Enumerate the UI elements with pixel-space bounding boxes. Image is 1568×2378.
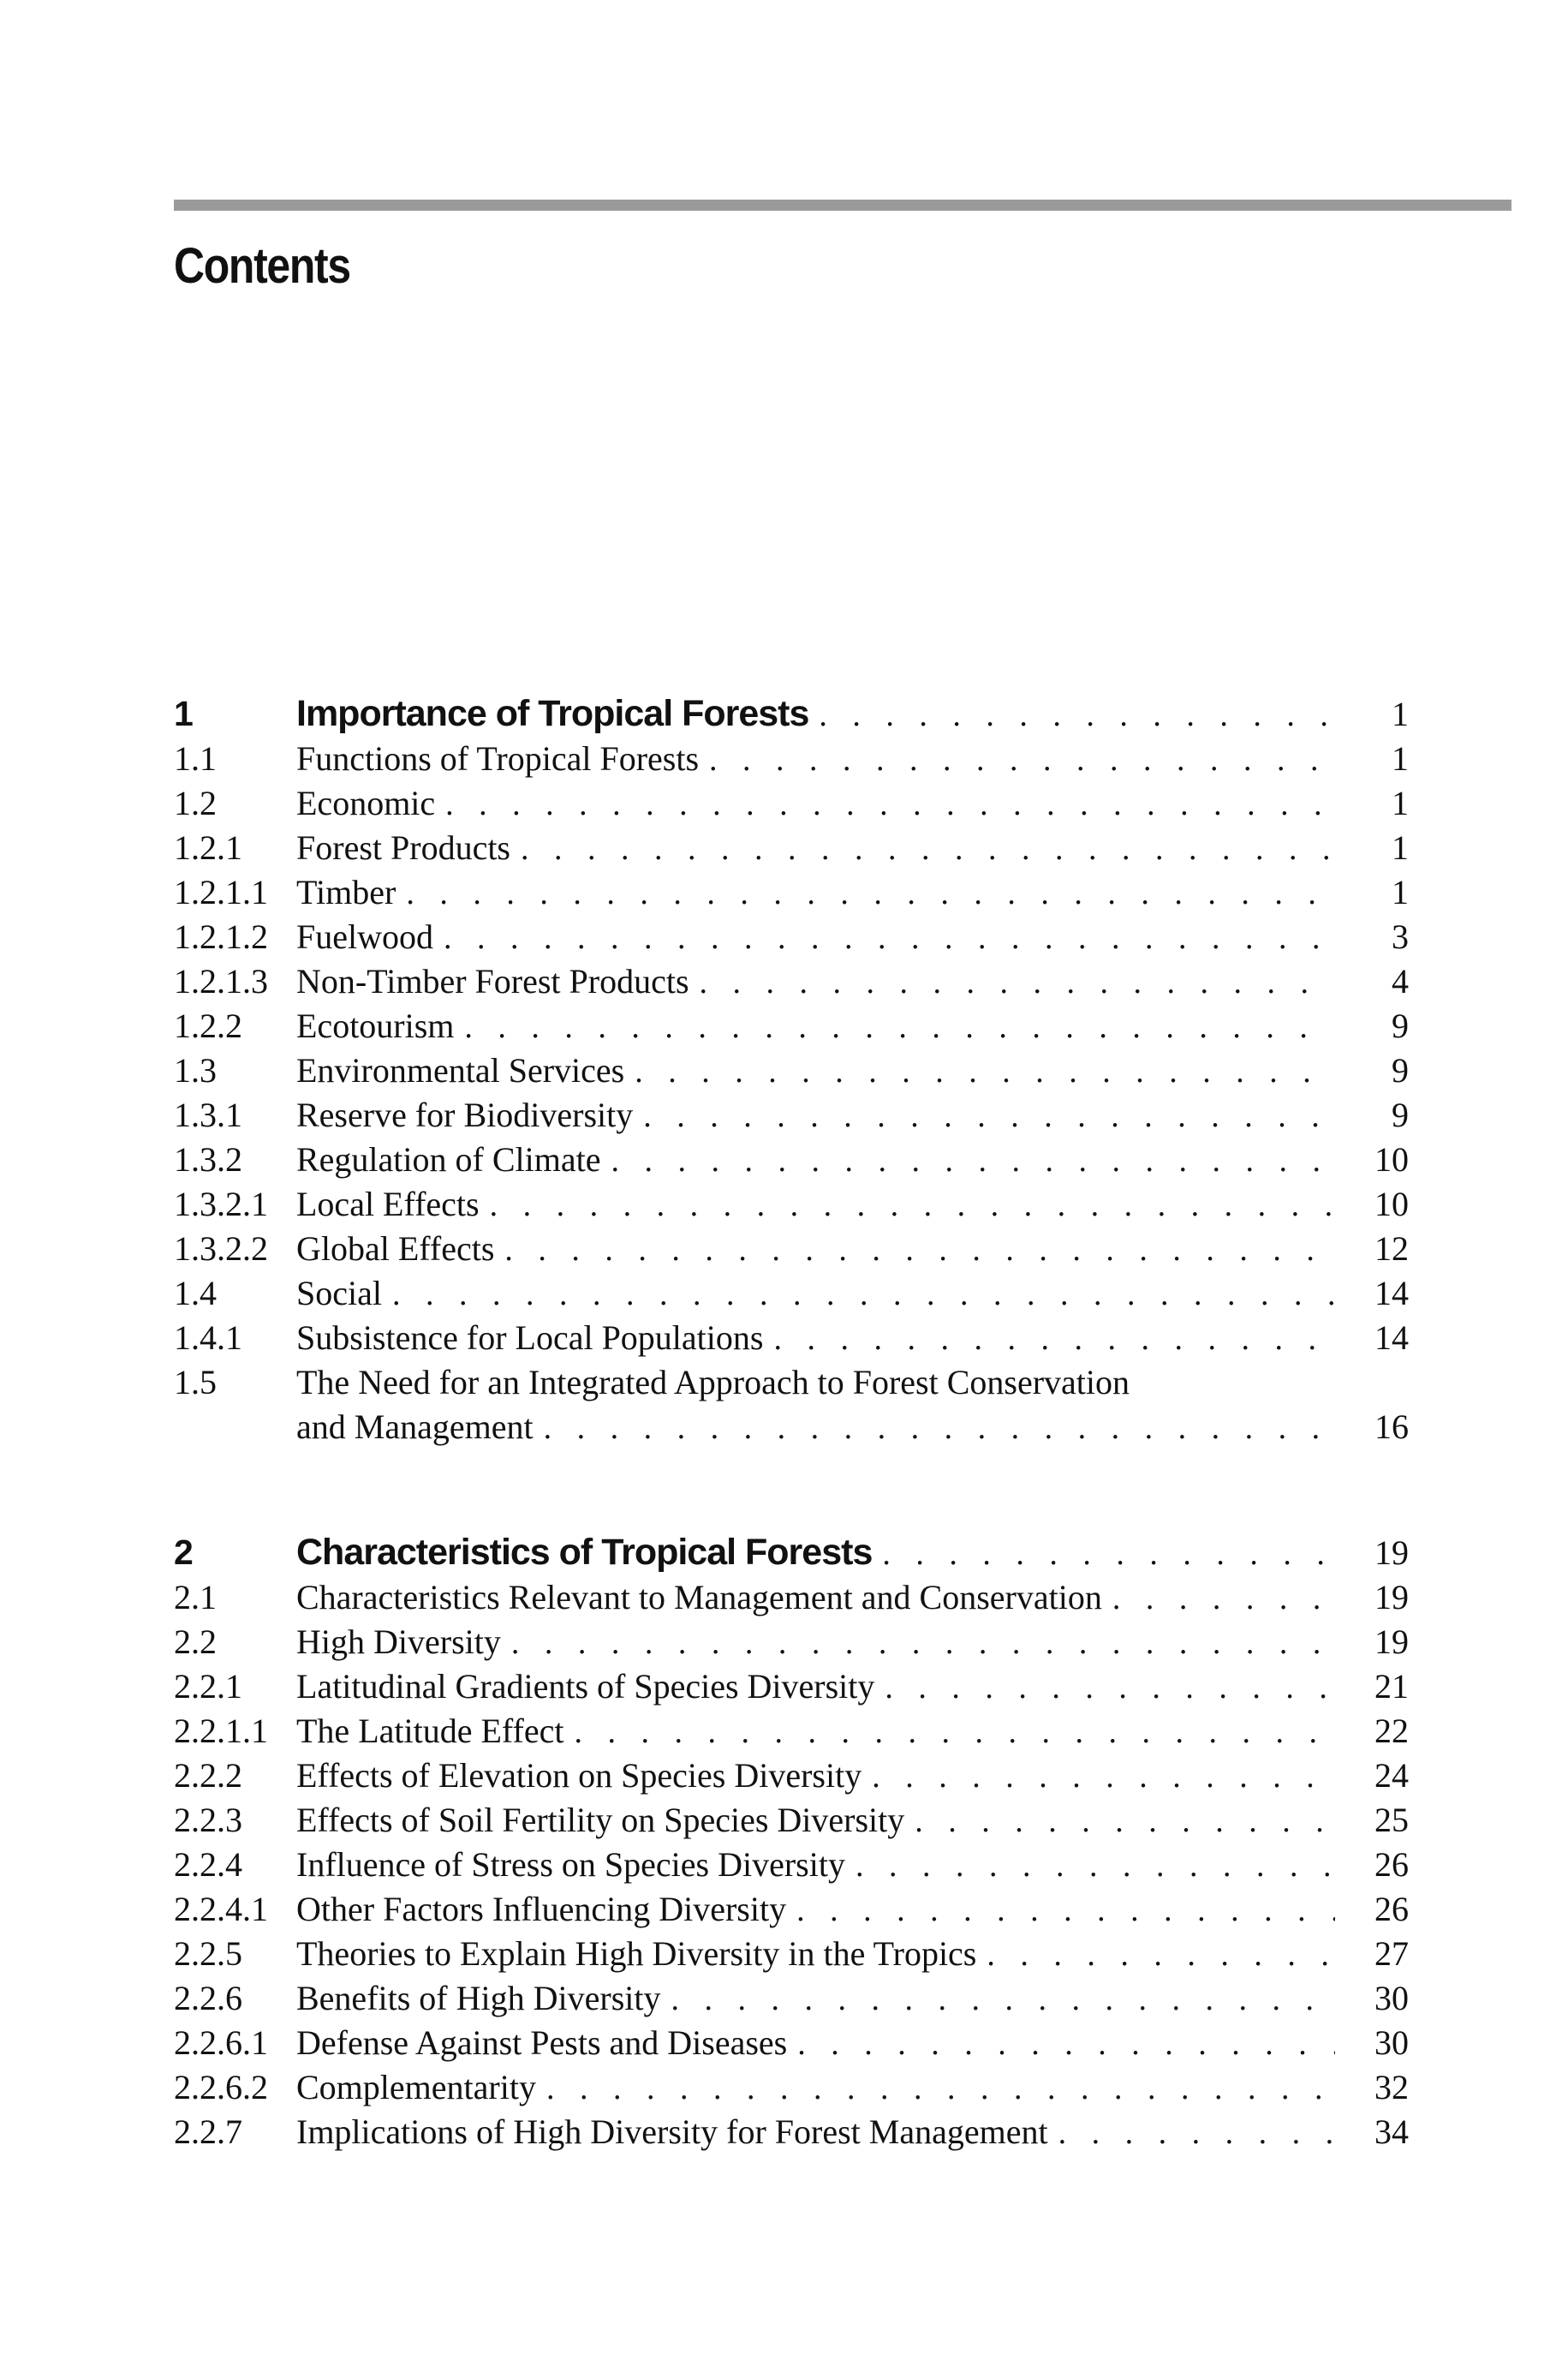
entry-title-continuation: and Management: [296, 1407, 534, 1446]
dot-leader: [490, 1183, 1335, 1228]
entry-title: Local Effects: [296, 1185, 480, 1223]
toc-entry[interactable]: [174, 1049, 1409, 1093]
entry-title: The Latitude Effect: [296, 1712, 564, 1750]
entry-title: Characteristics Relevant to Management and Conservation: [296, 1578, 1102, 1616]
entry-title: Other Factors Influencing Diversity: [296, 1890, 787, 1928]
page-number: 30: [1374, 1979, 1409, 2017]
entry-title: Economic: [296, 784, 436, 822]
entry-number: 2.2.6.2: [174, 2068, 268, 2106]
entry-number: 1.2.2: [174, 1007, 242, 1045]
toc-entry[interactable]: [174, 1182, 1409, 1227]
toc-entry[interactable]: [174, 1754, 1409, 1798]
entry-title: Subsistence for Local Populations: [296, 1318, 764, 1357]
page-number: 3: [1392, 917, 1409, 956]
dot-leader: [796, 1888, 1335, 1933]
page-number: 30: [1374, 2023, 1409, 2062]
entry-number: 1.2.1.3: [174, 962, 268, 1001]
dot-leader: [1058, 2111, 1335, 2155]
entry-number: 1.4: [174, 1274, 217, 1312]
entry-title: Characteristics of Tropical Forests: [296, 1532, 873, 1573]
entry-number: 1.2.1: [174, 828, 242, 867]
entry-number: 1.2: [174, 784, 217, 822]
entry-title: Fuelwood: [296, 917, 433, 956]
dot-leader: [392, 1272, 1335, 1317]
entry-number: 1.5: [174, 1363, 217, 1401]
dot-leader: [671, 1977, 1336, 2022]
toc-entry[interactable]: [174, 2065, 1409, 2110]
page-number: 25: [1374, 1801, 1409, 1839]
dot-leader: [1112, 1576, 1335, 1621]
page-number: 4: [1392, 962, 1409, 1001]
toc-entry[interactable]: [174, 1138, 1409, 1182]
entry-title: Latitudinal Gradients of Species Diversity: [296, 1667, 875, 1706]
toc-entry[interactable]: [174, 1093, 1409, 1138]
toc-entry[interactable]: [174, 1620, 1409, 1664]
toc-entry[interactable]: [174, 1004, 1409, 1049]
page-number: 32: [1374, 2068, 1409, 2106]
page-title: Contents: [174, 238, 350, 294]
dot-leader: [819, 692, 1335, 738]
dot-leader: [611, 1138, 1336, 1183]
page-number: 10: [1374, 1140, 1409, 1179]
page-number: 1: [1392, 739, 1409, 778]
dot-leader: [882, 1531, 1335, 1577]
dot-leader: [709, 738, 1335, 782]
toc-entry[interactable]: [174, 1227, 1409, 1271]
dot-leader: [511, 1621, 1335, 1665]
entry-number: 2.2.4.1: [174, 1890, 268, 1928]
page-number: 27: [1374, 1934, 1409, 1973]
dot-leader: [885, 1665, 1335, 1710]
entry-number: 1.3.2.1: [174, 1185, 268, 1223]
page-number: 22: [1374, 1712, 1409, 1750]
page-number: 1: [1392, 695, 1409, 733]
toc-chapter-heading[interactable]: [174, 690, 1409, 737]
page-number: 1: [1392, 784, 1409, 822]
entry-title: Benefits of High Diversity: [296, 1979, 661, 2017]
entry-title: Functions of Tropical Forests: [296, 739, 700, 778]
toc-chapter-heading[interactable]: [174, 1529, 1409, 1575]
dot-leader: [406, 871, 1335, 916]
page-number: 19: [1374, 1578, 1409, 1616]
entry-title: Environmental Services: [296, 1051, 625, 1090]
entry-number: 1.3.2.2: [174, 1229, 268, 1268]
entry-number: 2.2.5: [174, 1934, 242, 1973]
toc-chapter-2: [174, 1529, 1409, 2154]
dot-leader: [987, 1933, 1335, 1977]
dot-leader: [444, 916, 1335, 960]
entry-title: Non-Timber Forest Products: [296, 962, 689, 1001]
page-number: 1: [1392, 828, 1409, 867]
dot-leader: [915, 1799, 1335, 1843]
dot-leader: [445, 782, 1335, 827]
page-number: 14: [1374, 1274, 1409, 1312]
page-number: 26: [1374, 1845, 1409, 1884]
entry-number: 2.2.2: [174, 1756, 242, 1795]
entry-number: 1.1: [174, 739, 217, 778]
entry-number: 1: [174, 694, 194, 733]
entry-number: 2: [174, 1533, 194, 1572]
toc-entry[interactable]: [174, 781, 1409, 826]
entry-number: 2.2.6: [174, 1979, 242, 2017]
toc-entry[interactable]: [174, 1709, 1409, 1754]
toc-entry[interactable]: [174, 826, 1409, 870]
toc-chapter-1: [174, 690, 1409, 1449]
entry-title: High Diversity: [296, 1622, 501, 1661]
page-number: 12: [1374, 1229, 1409, 1268]
entry-title: The Need for an Integrated Approach to Forest Conservation: [296, 1363, 1130, 1401]
entry-number: 1.2.1.2: [174, 917, 268, 956]
toc-entry[interactable]: [174, 2110, 1409, 2154]
toc-entry[interactable]: [174, 1843, 1409, 1887]
dot-leader: [574, 1710, 1335, 1754]
page-number: 16: [1374, 1407, 1409, 1446]
dot-leader: [700, 960, 1335, 1005]
page-number: 9: [1392, 1051, 1409, 1090]
entry-title: Social: [296, 1274, 382, 1312]
entry-number: 2.2.4: [174, 1845, 242, 1884]
entry-number: 2.1: [174, 1578, 217, 1616]
entry-title: Influence of Stress on Species Diversity: [296, 1845, 845, 1884]
page-number: 14: [1374, 1318, 1409, 1357]
entry-title: Effects of Soil Fertility on Species Diversity: [296, 1801, 905, 1839]
page-number: 10: [1374, 1185, 1409, 1223]
toc-entry[interactable]: [174, 737, 1409, 781]
toc-entry-continuation[interactable]: [174, 1405, 1409, 1449]
entry-number: 2.2.6.1: [174, 2023, 268, 2062]
entry-number: 2.2.1: [174, 1667, 242, 1706]
entry-title: Complementarity: [296, 2068, 536, 2106]
toc-entry[interactable]: [174, 1887, 1409, 1932]
entry-title: Importance of Tropical Forests: [296, 693, 809, 734]
entry-number: 2.2.7: [174, 2112, 242, 2151]
toc-entry[interactable]: [174, 959, 1409, 1004]
dot-leader: [773, 1317, 1335, 1361]
page-number: 26: [1374, 1890, 1409, 1928]
entry-number: 1.3.1: [174, 1096, 242, 1134]
entry-number: 1.3: [174, 1051, 217, 1090]
entry-title: Ecotourism: [296, 1007, 455, 1045]
page-number: 1: [1392, 873, 1409, 911]
entry-number: 1.4.1: [174, 1318, 242, 1357]
entry-title: Theories to Explain High Diversity in the Tropics: [296, 1934, 977, 1973]
page-number: 19: [1374, 1622, 1409, 1661]
page-number: 19: [1374, 1533, 1409, 1572]
top-rule: [174, 200, 1511, 211]
dot-leader: [643, 1094, 1335, 1138]
toc-entry[interactable]: [174, 1316, 1409, 1360]
dot-leader: [521, 827, 1335, 871]
entry-title: Forest Products: [296, 828, 510, 867]
dot-leader: [464, 1005, 1335, 1049]
toc-entry[interactable]: [174, 1360, 1409, 1405]
toc-entry[interactable]: [174, 1271, 1409, 1316]
page-number: 24: [1374, 1756, 1409, 1795]
toc-entry[interactable]: [174, 1798, 1409, 1843]
entry-title: Regulation of Climate: [296, 1140, 601, 1179]
entry-number: 1.2.1.1: [174, 873, 268, 911]
entry-number: 2.2: [174, 1622, 217, 1661]
entry-title: Reserve for Biodiversity: [296, 1096, 634, 1134]
dot-leader: [797, 2022, 1335, 2066]
toc-entry[interactable]: [174, 1664, 1409, 1709]
entry-number: 2.2.1.1: [174, 1712, 268, 1750]
page-number: 21: [1374, 1667, 1409, 1706]
page-number: 34: [1374, 2112, 1409, 2151]
entry-number: 1.3.2: [174, 1140, 242, 1179]
page-number: 9: [1392, 1007, 1409, 1045]
entry-number: 2.2.3: [174, 1801, 242, 1839]
dot-leader: [856, 1843, 1335, 1888]
dot-leader: [544, 1406, 1335, 1450]
dot-leader: [546, 2066, 1335, 2111]
entry-title: Timber: [296, 873, 396, 911]
entry-title: Global Effects: [296, 1229, 495, 1268]
entry-title: Defense Against Pests and Diseases: [296, 2023, 788, 2062]
toc-entry[interactable]: [174, 1575, 1409, 1620]
dot-leader: [635, 1049, 1335, 1094]
toc-entry[interactable]: [174, 1976, 1409, 2021]
toc-entry[interactable]: [174, 2021, 1409, 2065]
dot-leader: [504, 1228, 1335, 1272]
toc-entry[interactable]: [174, 915, 1409, 959]
dot-leader: [872, 1754, 1335, 1799]
page-number: 9: [1392, 1096, 1409, 1134]
entry-title: Implications of High Diversity for Forest Management: [296, 2112, 1048, 2151]
entry-title: Effects of Elevation on Species Diversity: [296, 1756, 862, 1795]
toc-entry[interactable]: [174, 1932, 1409, 1976]
toc-entry[interactable]: [174, 870, 1409, 915]
